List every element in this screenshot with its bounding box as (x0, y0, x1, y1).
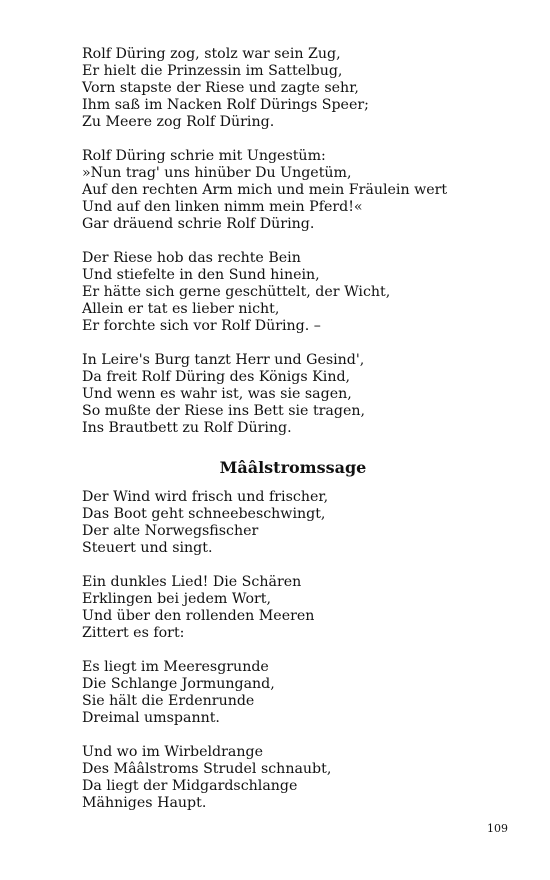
verse-line: Es liegt im Meeresgrunde (82, 659, 269, 675)
verse-line: So mußte der Riese ins Bett sie tragen, (82, 403, 366, 419)
verse-line: Die Schlange Jormungand, (82, 676, 275, 692)
verse-line: Der Wind wird frisch und frischer, (82, 489, 329, 505)
verse-line: Erklingen bei jedem Wort, (82, 591, 271, 607)
verse-line: Und wo im Wirbeldrange (82, 744, 263, 760)
poem1-stanza-4 (82, 352, 502, 437)
verse-line: Dreimal umspannt. (82, 710, 220, 726)
verse-line: Und stiefelte in den Sund hinein, (82, 267, 320, 283)
verse-line: Vorn stapste der Riese und zagte sehr, (82, 80, 359, 96)
verse-line: Ein dunkles Lied! Die Schären (82, 574, 302, 590)
verse-line: Zittert es fort: (82, 625, 185, 641)
verse-line: Auf den rechten Arm mich und mein Fräulein wert (82, 182, 448, 198)
page-number: 109 (487, 822, 508, 835)
verse-line: Zu Meere zog Rolf Düring. (82, 114, 275, 130)
verse-line: In Leire's Burg tanzt Herr und Gesind', (82, 352, 365, 368)
verse-line: »Nun trag' uns hinüber Du Ungetüm, (82, 165, 352, 181)
verse-line: Er hielt die Prinzessin im Sattelbug, (82, 63, 343, 79)
verse-line: Gar dräuend schrie Rolf Düring. (82, 216, 315, 232)
verse-line: Und über den rollenden Meeren (82, 608, 315, 624)
verse-line: Allein er tat es lieber nicht, (82, 301, 280, 317)
verse-line: Mähniges Haupt. (82, 795, 207, 811)
poem2-stanza-1 (82, 489, 502, 557)
verse-line: Ihm saß im Nacken Rolf Dürings Speer; (82, 97, 369, 113)
verse-line: Der Riese hob das rechte Bein (82, 250, 301, 266)
verse-line: Rolf Düring zog, stolz war sein Zug, (82, 46, 341, 62)
poem2-stanza-2 (82, 574, 502, 642)
verse-line: Da liegt der Midgardschlange (82, 778, 298, 794)
verse-line: Und auf den linken nimm mein Pferd!« (82, 199, 363, 215)
verse-line: Das Boot geht schneebeschwingt, (82, 506, 326, 522)
poem1-stanza-1 (82, 46, 502, 131)
poem-title: Mââlstromssage (219, 458, 367, 477)
verse-line: Sie hält die Erdenrunde (82, 693, 255, 709)
verse-line: Der alte Norwegsfischer (82, 523, 259, 539)
text-block (82, 46, 502, 829)
verse-line: Er forchte sich vor Rolf Düring. – (82, 318, 321, 334)
verse-line: Rolf Düring schrie mit Ungestüm: (82, 148, 326, 164)
verse-line: Da freit Rolf Düring des Königs Kind, (82, 369, 351, 385)
verse-line: Er hätte sich gerne geschüttelt, der Wicht, (82, 284, 391, 300)
poem1-stanza-2 (82, 148, 502, 233)
verse-line: Und wenn es wahr ist, was sie sagen, (82, 386, 352, 402)
poem2-stanza-4 (82, 744, 502, 812)
verse-line: Steuert und singt. (82, 540, 213, 556)
verse-line: Des Mââlstroms Strudel schnaubt, (82, 761, 332, 777)
verse-line: Ins Brautbett zu Rolf Düring. (82, 420, 292, 436)
poem1-stanza-3 (82, 250, 502, 335)
poem2-stanza-3 (82, 659, 502, 727)
